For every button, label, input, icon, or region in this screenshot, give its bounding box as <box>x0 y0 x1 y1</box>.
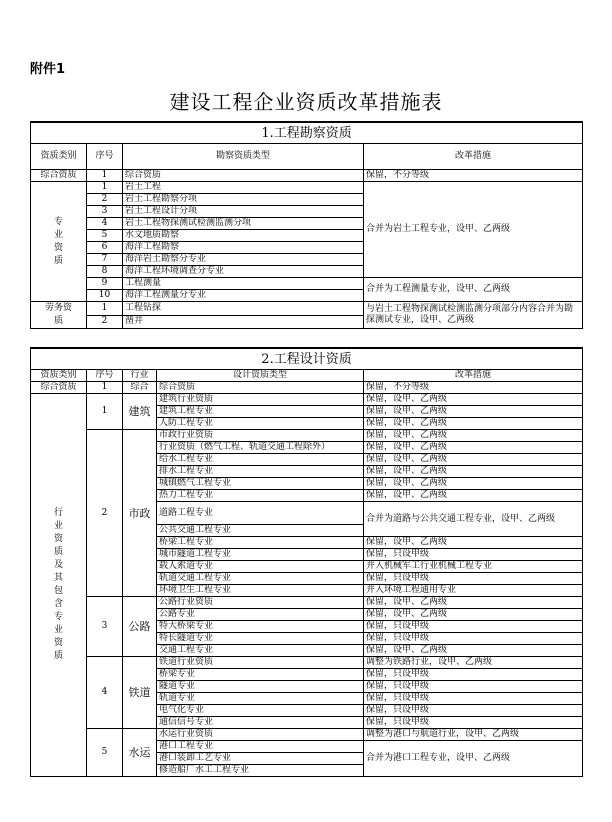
reform-measure: 保留，只设甲级 <box>364 633 583 645</box>
row-number: 10 <box>87 290 123 302</box>
qualification-type: 港口工程专业 <box>157 741 364 753</box>
row-number: 3 <box>87 206 123 218</box>
reform-measure: 保留，设甲、乙两级 <box>364 597 583 609</box>
reform-measure: 合并为道路与公共交通工程专业，设甲、乙两级 <box>364 502 583 537</box>
qualification-type: 水文地质勘察 <box>123 230 364 242</box>
row-number: 4 <box>87 218 123 230</box>
qualification-type: 特大桥梁专业 <box>157 621 364 633</box>
industry: 综合 <box>123 382 157 394</box>
qualification-type: 建筑工程专业 <box>157 406 364 418</box>
industry: 铁道 <box>123 657 157 729</box>
qualification-type: 工程测量 <box>123 278 364 290</box>
qualification-type: 综合资质 <box>157 382 364 394</box>
reform-measure: 保留，只设甲级 <box>364 549 583 561</box>
reform-measure: 保留，只设甲级 <box>364 669 583 681</box>
reform-measure: 保留，设甲、乙两级 <box>364 394 583 406</box>
qualification-category: 劳务资质 <box>31 302 87 329</box>
reform-measure: 保留，只设甲级 <box>364 681 583 693</box>
reform-measure: 保留，设甲、乙两级 <box>364 466 583 478</box>
qualification-category: 专业资质 <box>31 182 87 302</box>
row-number: 2 <box>87 430 123 597</box>
qualification-type: 修造船厂水工工程专业 <box>157 765 364 777</box>
qualification-category: 综合资质 <box>31 170 87 182</box>
qualification-type: 公路行业资质 <box>157 597 364 609</box>
reform-measure: 保留，只设甲级 <box>364 693 583 705</box>
qualification-type: 排水工程专业 <box>157 466 364 478</box>
qualification-type: 建筑行业资质 <box>157 394 364 406</box>
reform-measure: 保留，设甲、乙两级 <box>364 478 583 490</box>
row-number: 8 <box>87 266 123 278</box>
reform-measure: 保留，设甲、乙两级 <box>364 430 583 442</box>
qualification-type: 岩土工程设计分项 <box>123 206 364 218</box>
row-number: 9 <box>87 278 123 290</box>
reform-measure: 保留，设甲、乙两级 <box>364 418 583 430</box>
qualification-type: 桥梁专业 <box>157 669 364 681</box>
reform-measure: 与岩土工程物探测试检测监测分项部分内容合并为勘探测试专业，设甲、乙两级 <box>364 302 583 329</box>
qualification-type: 载人索道专业 <box>157 561 364 573</box>
survey-table <box>30 121 583 329</box>
row-number: 1 <box>87 182 123 194</box>
col-header: 改革措施 <box>364 144 583 170</box>
row-number: 1 <box>87 382 123 394</box>
industry: 公路 <box>123 597 157 657</box>
col-header: 行业 <box>123 370 157 382</box>
qualification-category: 行业资质及其包含专业资质 <box>31 394 87 777</box>
reform-measure: 保留，设甲、乙两级 <box>364 454 583 466</box>
row-number: 4 <box>87 657 123 729</box>
reform-measure: 保留，设甲、乙两级 <box>364 609 583 621</box>
qualification-type: 行业资质（燃气工程、轨道交通工程除外） <box>157 442 364 454</box>
qualification-type: 公路专业 <box>157 609 364 621</box>
qualification-type: 城镇燃气工程专业 <box>157 478 364 490</box>
qualification-type: 交通工程专业 <box>157 645 364 657</box>
design-section-heading: 2.工程设计资质 <box>31 348 583 370</box>
qualification-type: 凿井 <box>123 315 364 329</box>
qualification-type: 热力工程专业 <box>157 490 364 502</box>
qualification-type: 桥梁工程专业 <box>157 537 364 549</box>
attachment-label: 附件1 <box>30 62 66 77</box>
row-number: 1 <box>87 394 123 430</box>
qualification-type: 海洋岩土勘察分专业 <box>123 254 364 266</box>
qualification-type: 城市隧道工程专业 <box>157 549 364 561</box>
qualification-type: 给水工程专业 <box>157 454 364 466</box>
qualification-type: 港口装卸工艺专业 <box>157 753 364 765</box>
qualification-type: 综合资质 <box>123 170 364 182</box>
qualification-type: 市政行业资质 <box>157 430 364 442</box>
col-header: 勘察资质类型 <box>123 144 364 170</box>
qualification-type: 环境卫生工程专业 <box>157 585 364 597</box>
qualification-category: 综合资质 <box>31 382 87 394</box>
page-title: 建设工程企业资质改革措施表 <box>169 90 443 114</box>
qualification-type: 轨道交通工程专业 <box>157 573 364 585</box>
reform-measure: 保留，不分等级 <box>364 170 583 182</box>
reform-measure: 保留，设甲、乙两级 <box>364 645 583 657</box>
row-number: 2 <box>87 194 123 206</box>
qualification-type: 岩土工程勘察分项 <box>123 194 364 206</box>
reform-measure: 合并为港口工程专业，设甲、乙两级 <box>364 741 583 777</box>
qualification-type: 工程钻探 <box>123 302 364 316</box>
industry: 水运 <box>123 729 157 777</box>
qualification-type: 海洋工程勘察 <box>123 242 364 254</box>
row-number: 1 <box>87 170 123 182</box>
col-header: 资质类别 <box>31 144 87 170</box>
reform-measure: 并入环境工程通用专业 <box>364 585 583 597</box>
row-number: 5 <box>87 230 123 242</box>
qualification-type: 通信信号专业 <box>157 717 364 729</box>
reform-measure: 保留，不分等级 <box>364 382 583 394</box>
reform-measure: 保留，只设甲级 <box>364 573 583 585</box>
qualification-type: 公共交通工程专业 <box>157 525 364 537</box>
qualification-type: 人防工程专业 <box>157 418 364 430</box>
reform-measure: 保留，只设甲级 <box>364 717 583 729</box>
industry: 建筑 <box>123 394 157 430</box>
qualification-type: 铁道行业资质 <box>157 657 364 669</box>
col-header: 序号 <box>87 144 123 170</box>
reform-measure: 并入机械军工行业机械工程专业 <box>364 561 583 573</box>
col-header: 改革措施 <box>364 370 583 382</box>
qualification-type: 水运行业资质 <box>157 729 364 741</box>
row-number: 6 <box>87 242 123 254</box>
qualification-type: 特长隧道专业 <box>157 633 364 645</box>
design-table <box>30 347 583 777</box>
reform-measure: 保留，只设甲级 <box>364 705 583 717</box>
qualification-type: 海洋工程测量分专业 <box>123 290 364 302</box>
row-number: 2 <box>87 315 123 329</box>
col-header: 设计资质类型 <box>157 370 364 382</box>
reform-measure: 保留，设甲、乙两级 <box>364 537 583 549</box>
industry: 市政 <box>123 430 157 597</box>
reform-measure: 合并为岩土工程专业，设甲、乙两级 <box>364 182 583 278</box>
reform-measure: 保留，设甲、乙两级 <box>364 406 583 418</box>
row-number: 7 <box>87 254 123 266</box>
reform-measure: 保留，设甲、乙两级 <box>364 442 583 454</box>
col-header: 序号 <box>87 370 123 382</box>
reform-measure: 调整为港口与航道行业，设甲、乙两级 <box>364 729 583 741</box>
qualification-type: 海洋工程环境调查分专业 <box>123 266 364 278</box>
row-number: 1 <box>87 302 123 316</box>
row-number: 5 <box>87 729 123 777</box>
qualification-type: 岩土工程物探测试检测监测分项 <box>123 218 364 230</box>
reform-measure: 保留，设甲、乙两级 <box>364 490 583 502</box>
col-header: 资质类别 <box>31 370 87 382</box>
survey-section-heading: 1.工程勘察资质 <box>31 122 583 144</box>
qualification-type: 轨道专业 <box>157 693 364 705</box>
qualification-type: 岩土工程 <box>123 182 364 194</box>
row-number: 3 <box>87 597 123 657</box>
reform-measure: 保留，只设甲级 <box>364 621 583 633</box>
qualification-type: 隧道专业 <box>157 681 364 693</box>
qualification-type: 电气化专业 <box>157 705 364 717</box>
reform-measure: 合并为工程测量专业，设甲、乙两级 <box>364 278 583 302</box>
reform-measure: 调整为铁路行业，设甲、乙两级 <box>364 657 583 669</box>
qualification-type: 道路工程专业 <box>157 502 364 525</box>
